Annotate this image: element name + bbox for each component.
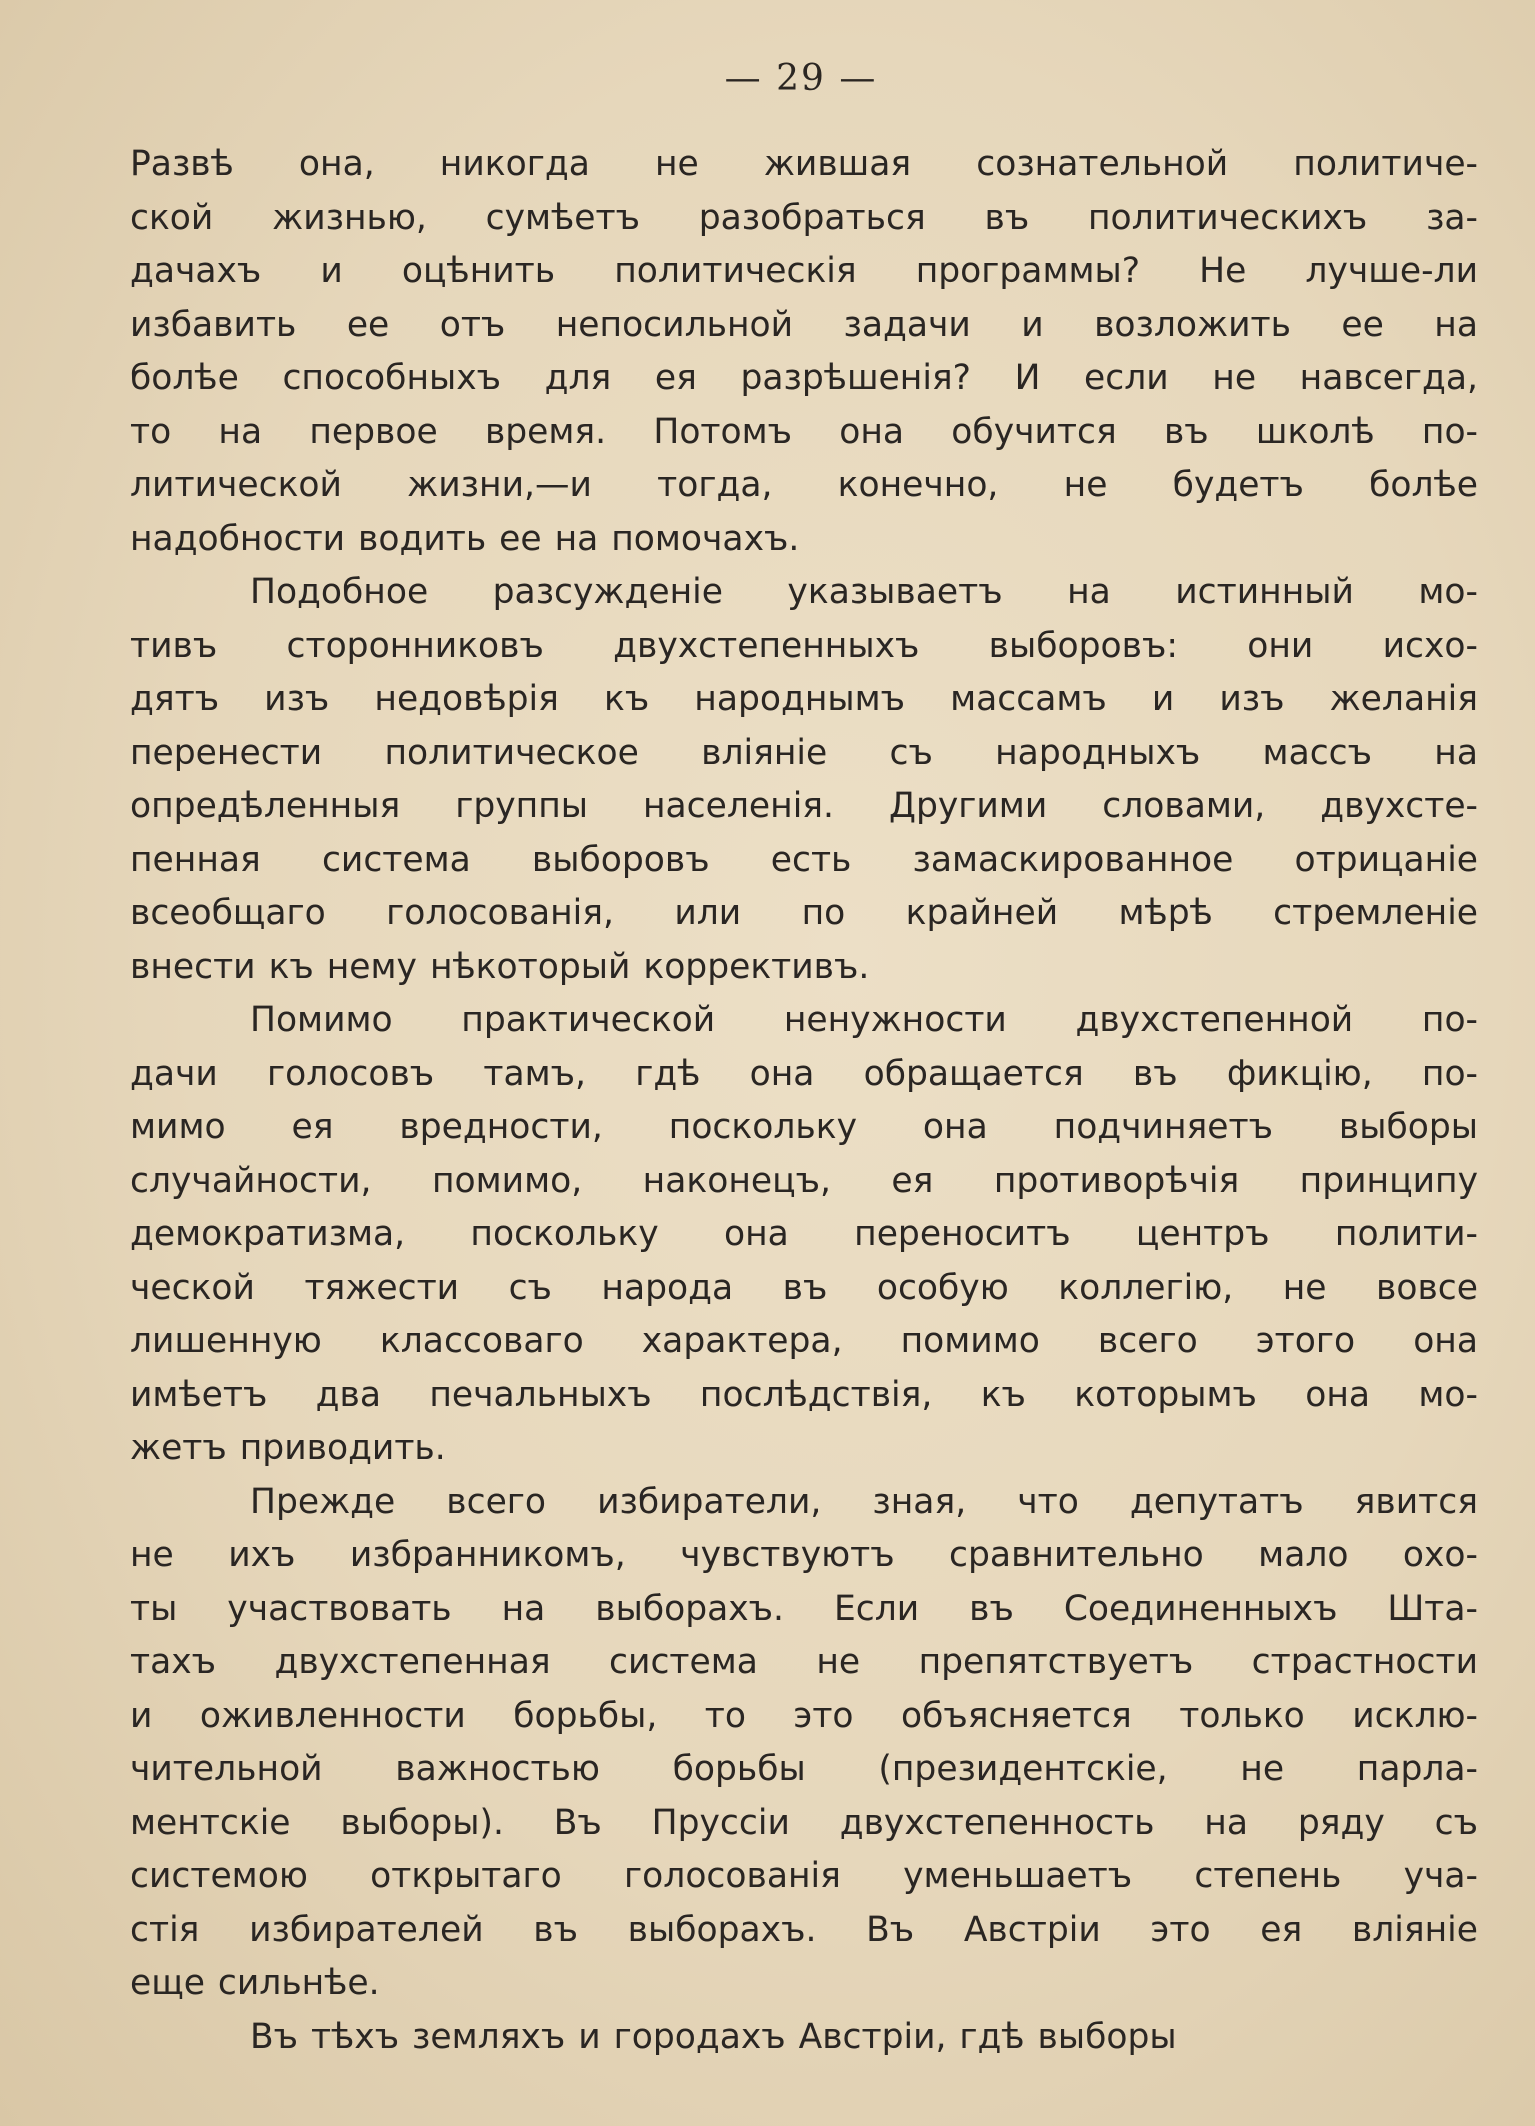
paragraph xyxy=(130,2011,1478,2065)
text-line: и оживленности борьбы, то это объясняется только исклю- xyxy=(130,1695,1478,1736)
text-line: избавить ее отъ непосильной задачи и возложить ее на xyxy=(130,304,1478,345)
text-line: тивъ сторонниковъ двухстепенныхъ выборовъ: они исхо- xyxy=(130,625,1478,666)
text-line: системою открытаго голосованія уменьшаетъ степень уча- xyxy=(130,1856,1478,1896)
paragraph xyxy=(130,994,1478,1476)
text-line: тахъ двухстепенная система не препятствуетъ страстности xyxy=(130,1642,1478,1682)
text-line: Развѣ она, никогда не жившая сознательной политиче- xyxy=(130,144,1478,184)
text-line: ской жизнью, сумѣетъ разобраться въ политическихъ за- xyxy=(130,197,1478,238)
text-line: еще сильнѣе. xyxy=(130,1963,380,2003)
text-line: лишенную классоваго характера, помимо всего этого она xyxy=(130,1321,1478,1361)
text-line: Прежде всего избиратели, зная, что депутатъ явится xyxy=(250,1481,1478,1522)
text-line: надобности водить ее на помочахъ. xyxy=(130,518,800,559)
text-line: внести къ нему нѣкоторый коррективъ. xyxy=(130,946,870,987)
text-line: литической жизни,—и тогда, конечно, не будетъ болѣе xyxy=(130,465,1478,505)
text-line: то на первое время. Потомъ она обучится въ школѣ по- xyxy=(130,411,1478,452)
text-line: стія избирателей въ выборахъ. Въ Австріи это ея вліяніе xyxy=(130,1909,1478,1950)
text-line: ческой тяжести съ народа въ особую коллегію, не вовсе xyxy=(130,1267,1478,1308)
text-line: дачи голосовъ тамъ, гдѣ она обращается въ фикцію, по- xyxy=(130,1053,1478,1094)
text-line: Подобное разсужденіе указываетъ на истинный мо- xyxy=(250,572,1478,612)
text-line: чительной важностью борьбы (президентскіе, не парла- xyxy=(130,1749,1478,1789)
text-line: болѣе способныхъ для ея разрѣшенія? И если не навсегда, xyxy=(130,358,1478,398)
text-line: случайности, помимо, наконецъ, ея противорѣчія принципу xyxy=(130,1160,1478,1201)
text-line: жетъ приводить. xyxy=(130,1428,446,1468)
text-line: не ихъ избранникомъ, чувствуютъ сравнительно мало охо- xyxy=(130,1535,1478,1575)
text-line: дятъ изъ недовѣрія къ народнымъ массамъ и изъ желанія xyxy=(130,679,1478,719)
text-line: имѣетъ два печальныхъ послѣдствія, къ которымъ она мо- xyxy=(130,1374,1478,1415)
paragraph xyxy=(130,138,1478,566)
paragraph xyxy=(130,566,1478,994)
text-line: пенная система выборовъ есть замаскированное отрицаніе xyxy=(130,839,1478,880)
text-line: всеобщаго голосованія, или по крайней мѣрѣ стремленіе xyxy=(130,893,1478,933)
text-line: ментскіе выборы). Въ Пруссіи двухстепенность на ряду съ xyxy=(130,1802,1478,1843)
text-line: демократизма, поскольку она переноситъ центръ полити- xyxy=(130,1214,1478,1254)
text-line: дачахъ и оцѣнить политическія программы? Не лучше-ли xyxy=(130,251,1478,291)
page-number: — 29 — xyxy=(724,58,878,99)
text-line: мимо ея вредности, поскольку она подчиняетъ выборы xyxy=(130,1107,1478,1147)
body-text xyxy=(130,138,1478,2064)
text-line: Помимо практической ненужности двухстепенной по- xyxy=(250,1000,1478,1040)
paragraph xyxy=(130,1476,1478,2011)
text-line: перенести политическое вліяніе съ народныхъ массъ на xyxy=(130,732,1478,773)
text-line: Въ тѣхъ земляхъ и городахъ Австріи, гдѣ выборы xyxy=(250,2016,1177,2057)
text-line: ты участвовать на выборахъ. Если въ Соединенныхъ Шта- xyxy=(130,1588,1478,1629)
text-line: опредѣленныя группы населенія. Другими словами, двухсте- xyxy=(130,786,1478,826)
